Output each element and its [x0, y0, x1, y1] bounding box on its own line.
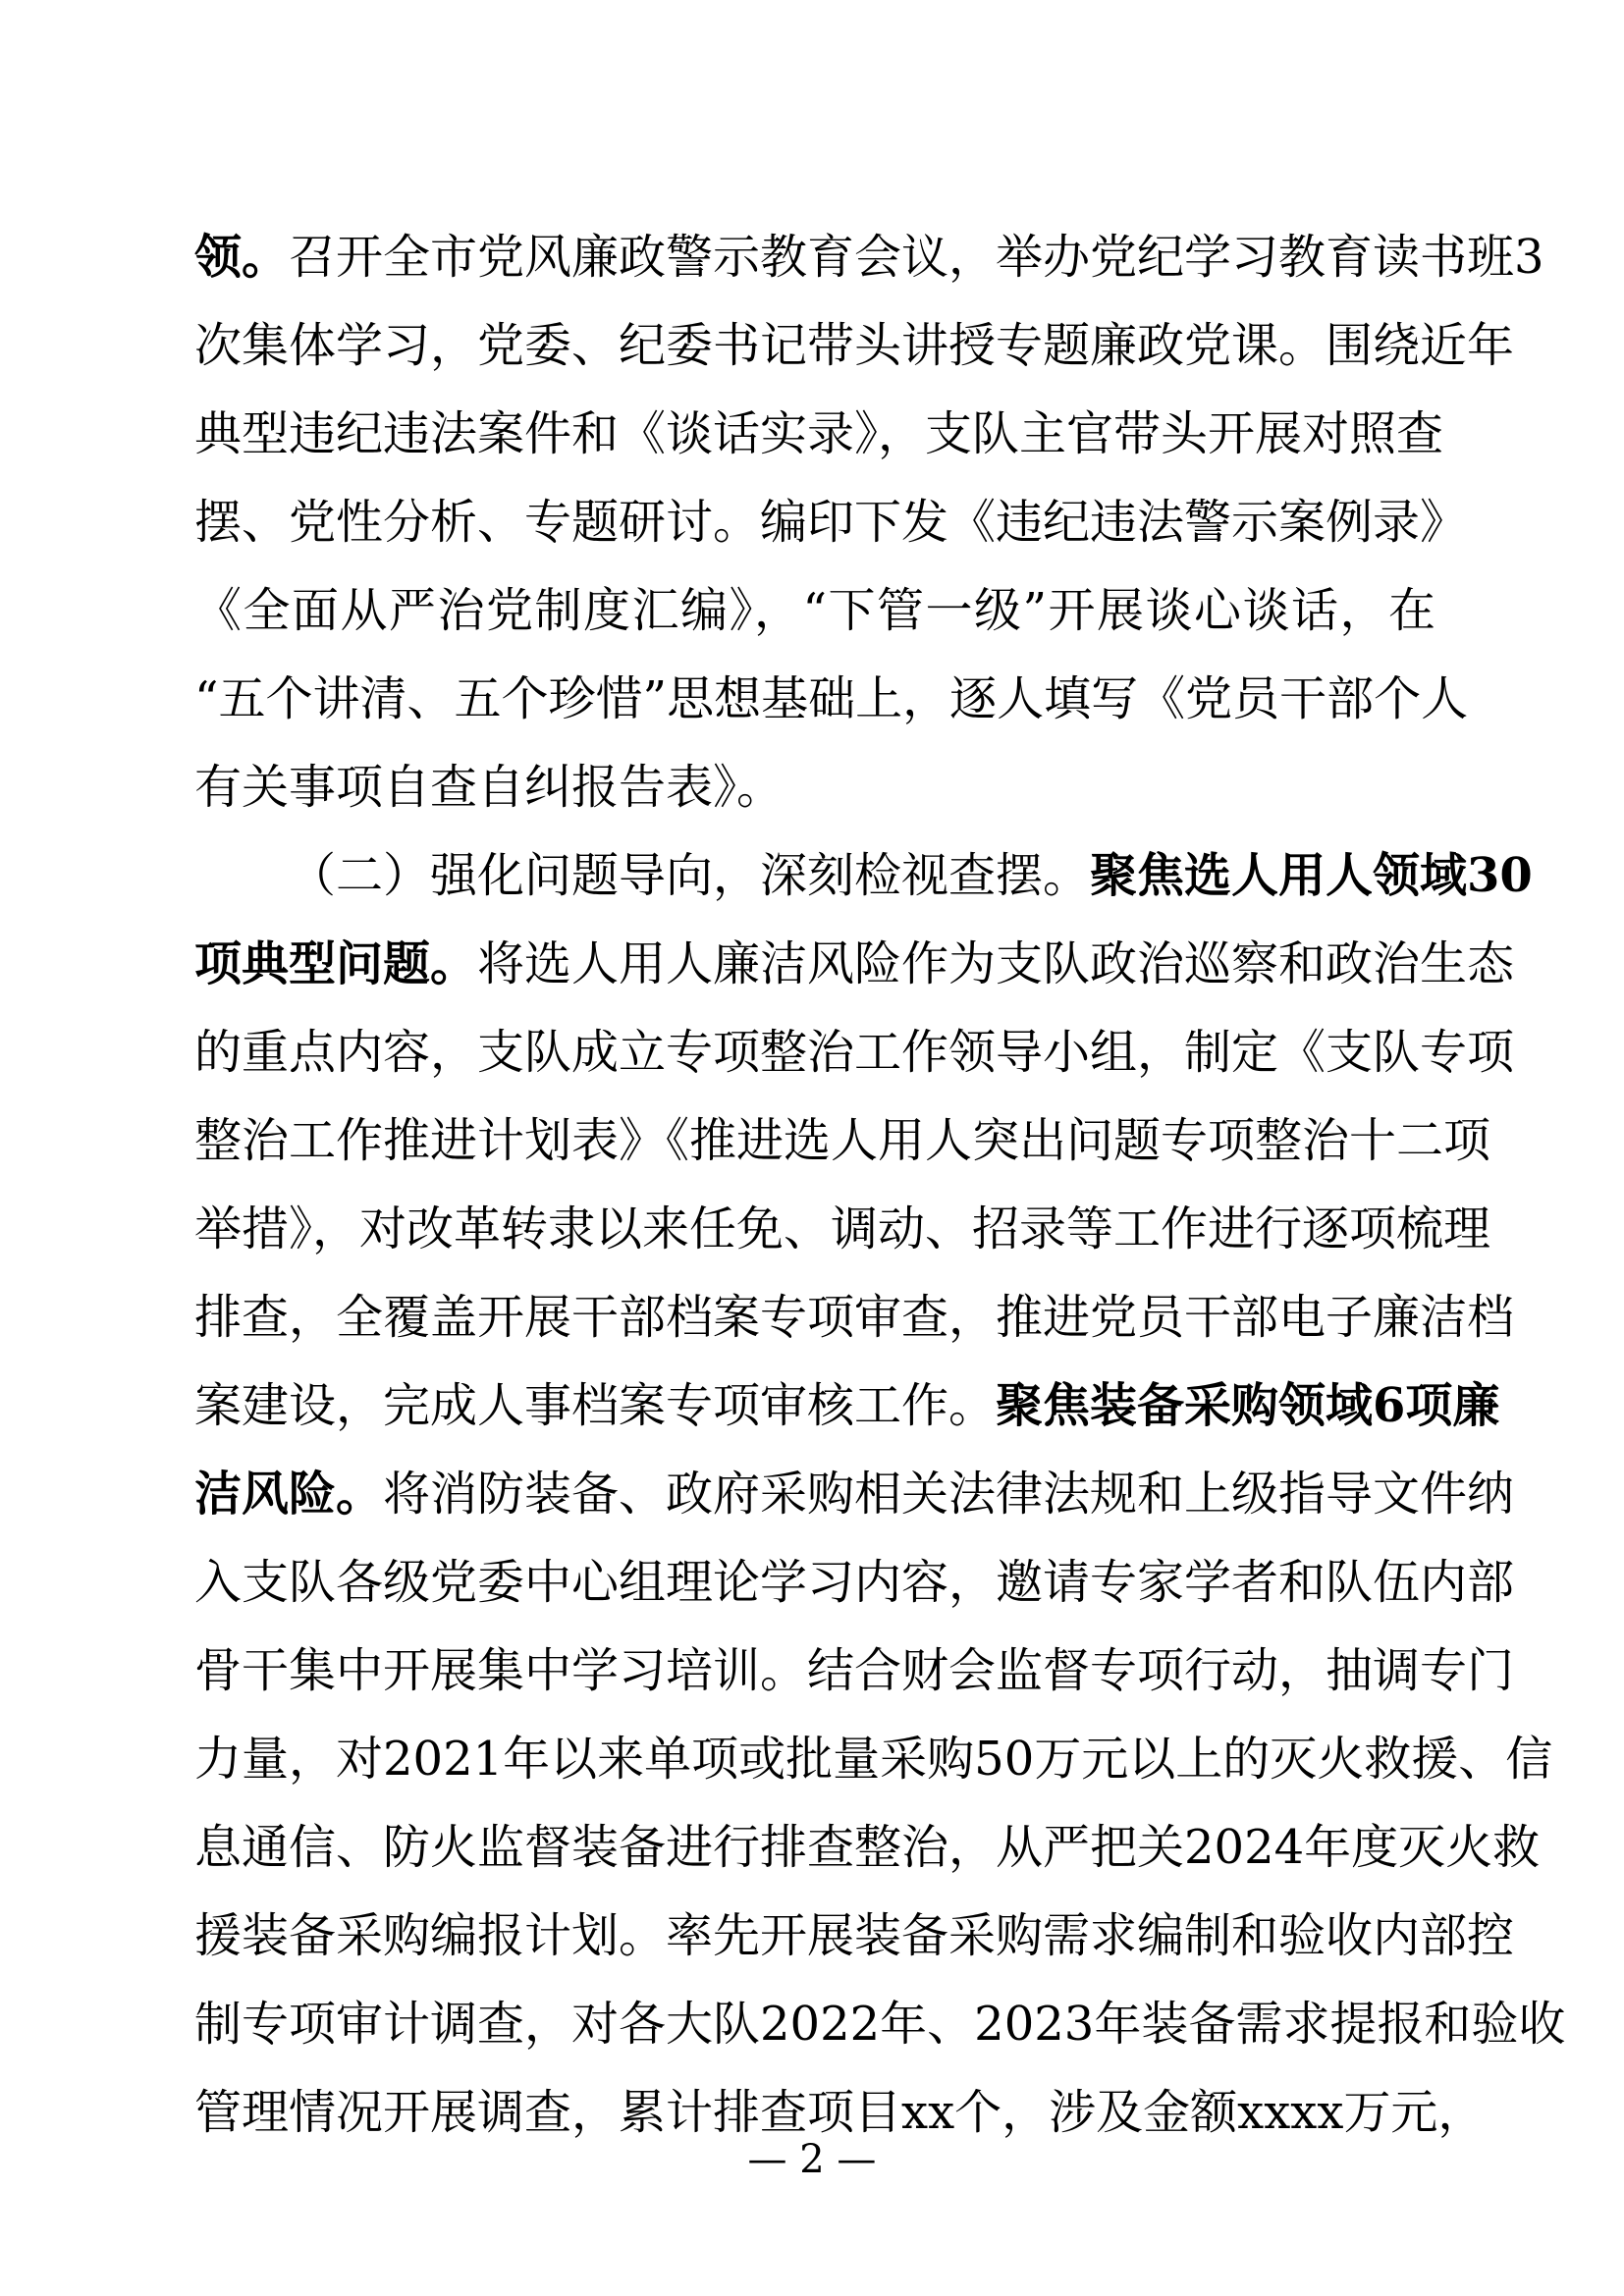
text-run: 将选人用人廉洁风险作为支队政治巡察和政治生态: [477, 936, 1515, 991]
text-line: 次集体学习，党委、纪委书记带头讲授专题廉政党课。围绕近年: [194, 318, 1515, 373]
text-line: 排查，全覆盖开展干部档案专项审查，推进党员干部电子廉洁档: [194, 1290, 1515, 1345]
text-line: 摆、党性分析、专题研讨。编印下发《违纪违法警示案例录》: [194, 495, 1468, 550]
text-line: [194, 920, 1515, 1008]
text-line: 骨干集中开展集中学习培训。结合财会监督专项行动，抽调专门: [194, 1643, 1515, 1698]
text-line: 《全面从严治党制度汇编》，“下管一级”开展谈心谈话，在: [194, 583, 1435, 638]
bold-phrase: 领。: [194, 230, 290, 285]
text-run: 将消防装备、政府采购相关法律法规和上级指导文件纳: [383, 1467, 1515, 1522]
text-line: [194, 1362, 1500, 1450]
text-run: 召开全市党风廉政警示教育会议，举办党纪学习教育读书班3: [289, 230, 1544, 285]
text-line: [194, 1450, 1515, 1538]
bold-phrase: 洁风险。: [194, 1467, 384, 1522]
text-line: 制专项审计调查，对各大队2022年、2023年装备需求提报和验收: [194, 1997, 1566, 2052]
page-number: — 2 —: [747, 2137, 877, 2182]
text-line: 管理情况开展调查，累计排查项目xx个，涉及金额xxxx万元，: [194, 2085, 1486, 2140]
text-run: 案建设，完成人事档案专项审核工作。: [194, 1378, 997, 1433]
text-line: 典型违纪违法案件和《谈话实录》，支队主官带头开展对照查: [194, 406, 1444, 461]
text-line: [194, 213, 1544, 301]
bold-phrase: 聚焦选人用人领域30: [1090, 848, 1533, 903]
text-line: “五个讲清、五个珍惜”思想基础上，逐人填写《党员干部个人: [194, 671, 1469, 726]
text-line: 有关事项自查自纠报告表》。: [194, 760, 785, 815]
section-heading: （二）强化问题导向，深刻检视查摆。: [289, 848, 1091, 903]
text-line: 整治工作推进计划表》《推进选人用人突出问题专项整治十二项: [194, 1113, 1491, 1168]
text-line: 息通信、防火监督装备进行排查整治，从严把关2024年度灭火救: [194, 1820, 1541, 1875]
text-line: 举措》，对改革转隶以来任免、调动、招录等工作进行逐项梳理: [194, 1201, 1491, 1256]
bold-phrase: 项典型问题。: [194, 936, 478, 991]
text-line: 援装备采购编报计划。率先开展装备采购需求编制和验收内部控: [194, 1908, 1515, 1963]
section-heading-line: [289, 831, 1533, 920]
text-line: 的重点内容，支队成立专项整治工作领导小组，制定《支队专项: [194, 1025, 1515, 1080]
text-line: 力量，对2021年以来单项或批量采购50万元以上的灭火救援、信: [194, 1732, 1553, 1787]
bold-phrase: 聚焦装备采购领域6项廉: [996, 1378, 1500, 1433]
text-line: 入支队各级党委中心组理论学习内容，邀请专家学者和队伍内部: [194, 1555, 1515, 1610]
